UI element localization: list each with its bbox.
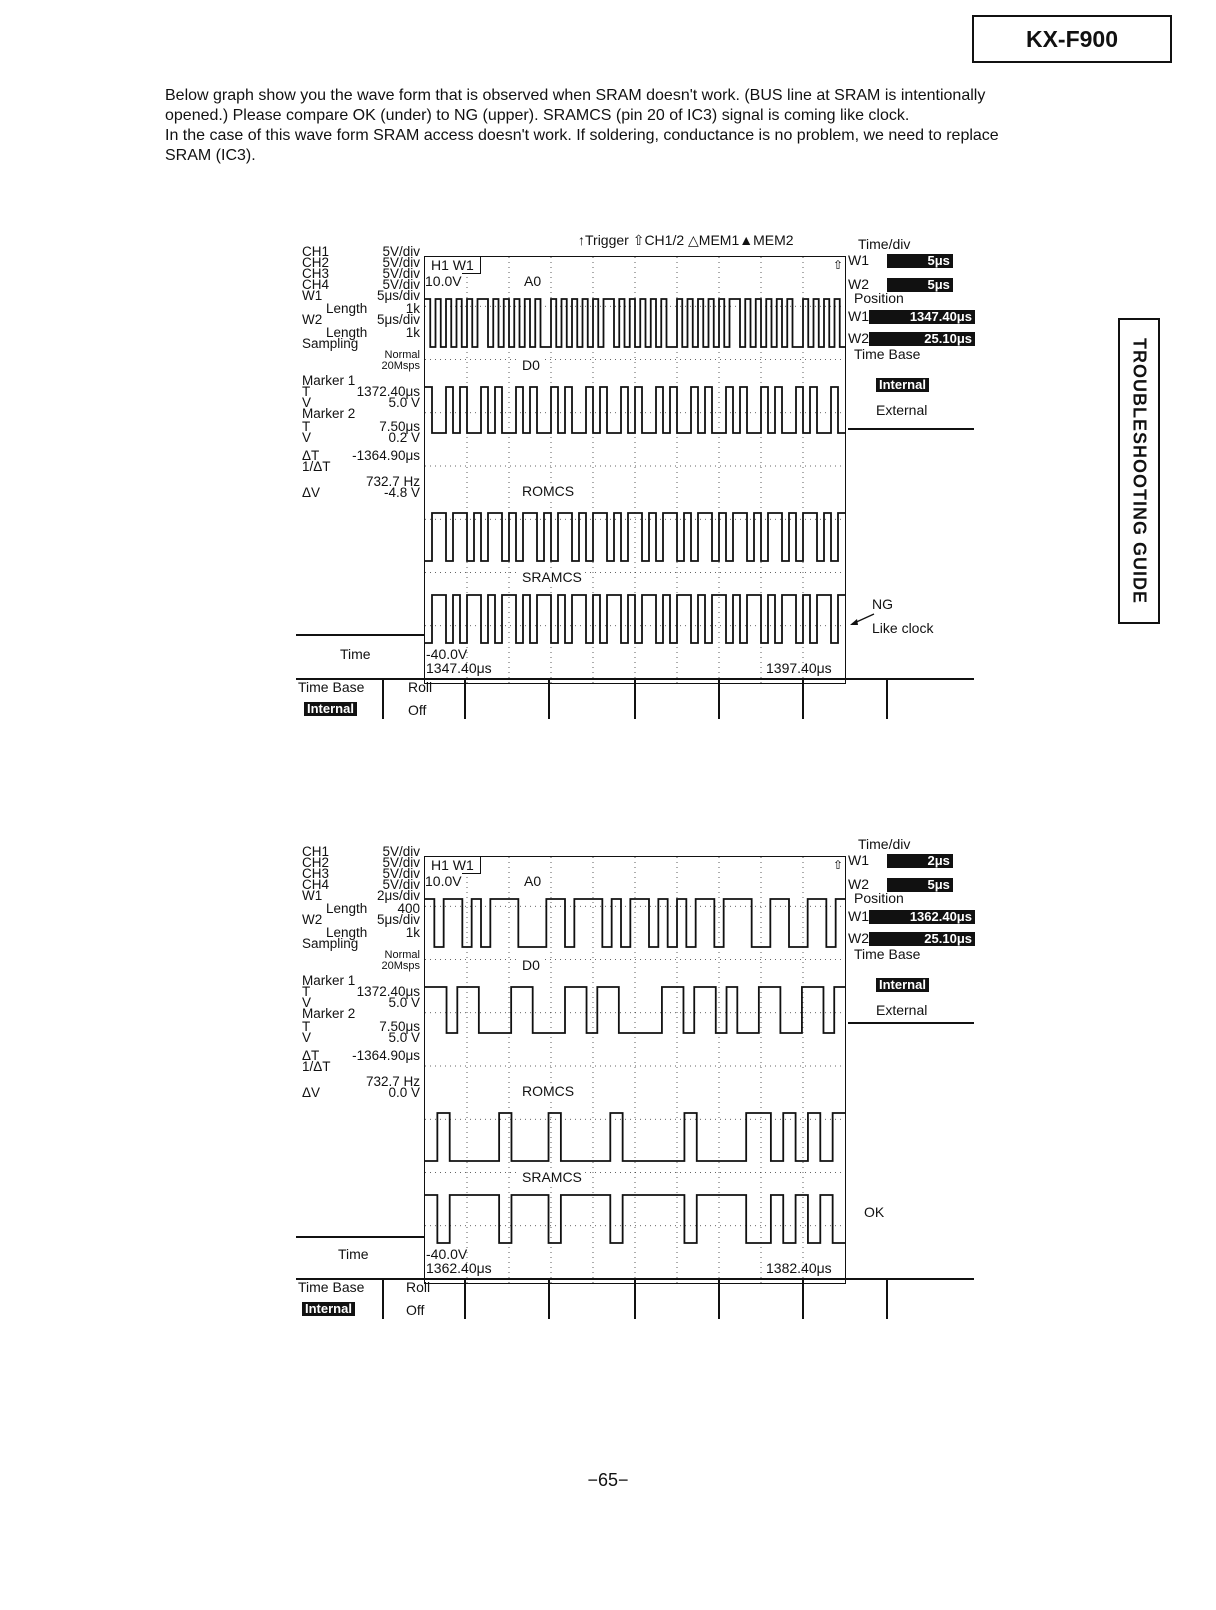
w1-pos-label: W1 — [848, 308, 869, 324]
scope-setting-value: 0.0 V — [388, 1085, 420, 1100]
w1-position-row — [848, 308, 975, 324]
divider — [382, 679, 384, 719]
w1-timediv-row — [848, 852, 953, 868]
trace-label: SRAMCS — [519, 569, 585, 585]
intro-text — [165, 86, 1115, 166]
w2-timediv-value: 5μs — [887, 278, 953, 292]
w2-pos-label: W2 — [848, 330, 869, 346]
scope-start-time: 1362.40μs — [426, 1260, 492, 1276]
model-number: KX-F900 — [1025, 25, 1119, 52]
scope-start-time: 1347.40μs — [426, 660, 492, 676]
scope-setting-value: Normal — [384, 349, 420, 361]
scope-screen — [424, 256, 846, 684]
bottom-timebase-label: Time Base — [298, 679, 365, 695]
scope-setting-key: Marker 1 — [302, 373, 356, 388]
scope-setting-key: T — [302, 419, 311, 434]
scope-setting-key: W1 — [302, 888, 323, 903]
timebase-label: Time Base — [854, 346, 921, 362]
divider — [886, 679, 888, 719]
scope-setting-key: CH3 — [302, 866, 330, 881]
scope-setting-key: Length — [326, 301, 368, 316]
scope-setting-key: T — [302, 984, 311, 999]
w1-timediv-value: 2μs — [887, 854, 953, 868]
w2-label: W2 — [848, 276, 869, 292]
scope-setting-row — [302, 1087, 420, 1099]
scope-setting-key: W1 — [302, 288, 323, 303]
divider — [296, 634, 424, 636]
scope-setting-value: -1364.90μs — [352, 448, 420, 463]
trace-label: A0 — [521, 273, 544, 289]
scope-setting-key: ΔV — [302, 485, 321, 500]
scope-time-label: Time — [338, 1246, 369, 1262]
section-side-tab-label: TROUBLESHOOTING GUIDE — [1129, 337, 1150, 604]
top-volt-label: 10.0V — [425, 873, 462, 889]
scope-setting-value: 5V/div — [382, 877, 420, 892]
scope-setting-value: 1372.40μs — [356, 384, 420, 399]
external-row — [848, 402, 927, 418]
scope-setting-value: 1k — [405, 325, 420, 340]
scope-capture-ok — [296, 838, 996, 1328]
annotation-status: NG — [872, 596, 893, 612]
scope-setting-key: CH3 — [302, 266, 330, 281]
internal-badge: Internal — [302, 1302, 355, 1316]
scope-setting-value: 1k — [405, 301, 420, 316]
internal-badge: Internal — [304, 702, 357, 716]
scope-setting-value: 0.2 V — [388, 430, 420, 445]
scope-capture-ng — [296, 232, 996, 722]
scope-setting-value: -4.8 V — [383, 485, 420, 500]
scope-trigger-header: ↑Trigger ⇧CH1/2 △MEM1▲MEM2 — [578, 232, 794, 248]
trace-label: ROMCS — [519, 1083, 577, 1099]
internal-row — [848, 976, 929, 992]
scope-setting-value: 7.50μs — [379, 419, 420, 434]
scope-setting-row — [302, 1061, 420, 1073]
divider — [548, 1279, 550, 1319]
page-number: −65− — [587, 1470, 629, 1490]
scope-setting-value: 5.0 V — [388, 1030, 420, 1045]
scope-setting-value: 5V/div — [382, 277, 420, 292]
timebase-row — [848, 946, 920, 962]
scope-setting-key: Length — [326, 901, 368, 916]
timebase-label: Time Base — [854, 946, 921, 962]
divider — [802, 1279, 804, 1319]
waveform-trace-sramcs — [425, 595, 845, 643]
scope-end-time: 1382.40μs — [766, 1260, 832, 1276]
divider — [886, 1279, 888, 1319]
trace-label: D0 — [519, 957, 543, 973]
divider — [464, 1279, 466, 1319]
intro-line: opened.) Please compare OK (under) to NG (upper). SRAMCS (pin 20 of IC3) signal is coming like clock. — [165, 107, 910, 124]
scope-setting-key: Sampling — [302, 936, 359, 951]
scope-setting-row — [302, 960, 420, 972]
scope-setting-key: CH1 — [302, 244, 330, 259]
scope-setting-row — [302, 461, 420, 473]
divider — [464, 679, 466, 719]
scope-bottom-volt: -40.0V — [426, 646, 468, 662]
screen-header: H1 W1 — [429, 857, 481, 874]
scope-setting-value: 5V/div — [382, 266, 420, 281]
divider — [718, 679, 720, 719]
scope-setting-row — [302, 487, 420, 499]
scope-setting-key: T — [302, 1019, 311, 1034]
scope-setting-key: Marker 2 — [302, 406, 356, 421]
scope-setting-row — [302, 1032, 420, 1044]
top-volt-label: 10.0V — [425, 273, 462, 289]
divider — [548, 679, 550, 719]
w2-label: W2 — [848, 876, 869, 892]
scope-setting-value: -1364.90μs — [352, 1048, 420, 1063]
scope-setting-value: 5V/div — [382, 844, 420, 859]
screen-header: H1 W1 — [429, 257, 481, 274]
scope-setting-value: 5μs/div — [376, 312, 420, 327]
timebase-row — [848, 346, 920, 362]
waveform-plot — [425, 257, 845, 683]
divider — [296, 1236, 424, 1238]
annotation-note: Like clock — [872, 620, 934, 636]
w1-timediv-row — [848, 252, 953, 268]
internal-row — [848, 376, 929, 392]
scope-setting-key: W2 — [302, 912, 323, 927]
w1-position-row — [848, 908, 975, 924]
timediv-row — [848, 836, 910, 852]
divider — [382, 1279, 384, 1319]
scope-setting-key: Length — [326, 325, 368, 340]
scope-time-label: Time — [340, 646, 371, 662]
scope-setting-row — [302, 360, 420, 372]
scope-setting-key: T — [302, 384, 311, 399]
divider — [634, 679, 636, 719]
waveform-trace-d0 — [425, 387, 845, 433]
scope-setting-key: 1/ΔT — [302, 1059, 331, 1074]
position-row — [848, 890, 904, 906]
scope-setting-value: 732.7 Hz — [365, 474, 420, 489]
timebase-external-option: External — [876, 402, 928, 418]
scope-setting-key: ΔV — [302, 1085, 321, 1100]
trace-label: A0 — [521, 873, 544, 889]
scope-setting-key: CH2 — [302, 855, 330, 870]
scope-setting-value: 2μs/div — [376, 888, 420, 903]
scope-setting-key: CH4 — [302, 277, 330, 292]
off-label: Off — [408, 702, 427, 718]
scope-setting-value: 5.0 V — [388, 995, 420, 1010]
w2-position-value: 25.10μs — [869, 932, 975, 946]
scope-setting-key: 1/ΔT — [302, 459, 331, 474]
position-label: Position — [854, 890, 904, 906]
timebase-external-option: External — [876, 1002, 928, 1018]
scope-setting-value: 1k — [405, 925, 420, 940]
intro-line: SRAM (IC3). — [165, 147, 256, 164]
w1-position-value: 1347.40μs — [869, 310, 975, 324]
scope-setting-value: 5.0 V — [388, 395, 420, 410]
scope-setting-key: W2 — [302, 312, 323, 327]
w1-pos-label: W1 — [848, 908, 869, 924]
bottom-timebase-internal — [302, 1300, 355, 1316]
w2-position-value: 25.10μs — [869, 332, 975, 346]
trigger-marker-icon: ⇧ — [833, 858, 844, 872]
section-side-tab — [1118, 318, 1160, 624]
roll-label: Roll — [406, 1279, 431, 1295]
divider — [802, 679, 804, 719]
w2-position-row — [848, 930, 975, 946]
divider — [848, 1022, 974, 1024]
scope-setting-value: 400 — [397, 901, 420, 916]
scope-setting-key: V — [302, 430, 312, 445]
w2-position-row — [848, 330, 975, 346]
scope-setting-key: Marker 1 — [302, 973, 356, 988]
scope-setting-value: 5μs/div — [376, 288, 420, 303]
position-row — [848, 290, 904, 306]
w1-label: W1 — [848, 852, 869, 868]
scope-setting-value: 20Msps — [381, 360, 420, 372]
bottom-timebase-label: Time Base — [298, 1279, 365, 1295]
scope-setting-key: CH2 — [302, 255, 330, 270]
model-number-box — [972, 15, 1172, 63]
scope-setting-value: 5V/div — [382, 255, 420, 270]
scope-setting-key: Sampling — [302, 336, 359, 351]
timebase-internal-option: Internal — [876, 978, 929, 992]
annotation-status: OK — [864, 1204, 885, 1220]
scope-setting-key: Marker 2 — [302, 1006, 356, 1021]
scope-bottom-volt: -40.0V — [426, 1246, 468, 1262]
scope-setting-key: ΔT — [302, 1048, 320, 1063]
waveform-trace-d0 — [425, 987, 845, 1033]
intro-line: Below graph show you the wave form that is observed when SRAM doesn't work. (BUS line at SRAM is intentionally — [165, 87, 986, 104]
scope-setting-value: 5V/div — [382, 866, 420, 881]
scope-screen — [424, 856, 846, 1284]
trace-label: SRAMCS — [519, 1169, 585, 1185]
roll-label: Roll — [408, 679, 433, 695]
w2-timediv-value: 5μs — [887, 878, 953, 892]
scope-setting-value: 5V/div — [382, 855, 420, 870]
timediv-label: Time/div — [858, 836, 911, 852]
timediv-row — [848, 236, 910, 252]
divider — [848, 428, 974, 430]
timebase-internal-option: Internal — [876, 378, 929, 392]
scope-setting-value: 5V/div — [382, 244, 420, 259]
bottom-timebase-internal — [304, 700, 357, 716]
w1-position-value: 1362.40μs — [869, 910, 975, 924]
scope-setting-key: V — [302, 395, 312, 410]
scope-setting-row — [302, 432, 420, 444]
trigger-marker-icon: ⇧ — [833, 258, 844, 272]
scope-end-time: 1397.40μs — [766, 660, 832, 676]
scope-setting-value: 7.50μs — [379, 1019, 420, 1034]
w1-label: W1 — [848, 252, 869, 268]
scope-setting-key: ΔT — [302, 448, 320, 463]
external-row — [848, 1002, 927, 1018]
scope-setting-value: 1372.40μs — [356, 984, 420, 999]
scope-setting-key: Length — [326, 925, 368, 940]
w1-timediv-value: 5μs — [887, 254, 953, 268]
scope-setting-value: 20Msps — [381, 960, 420, 972]
off-label: Off — [406, 1302, 425, 1318]
scope-setting-key: CH1 — [302, 844, 330, 859]
position-label: Position — [854, 290, 904, 306]
scope-setting-value: 5μs/div — [376, 912, 420, 927]
scope-setting-value: 732.7 Hz — [365, 1074, 420, 1089]
w2-pos-label: W2 — [848, 930, 869, 946]
divider — [718, 1279, 720, 1319]
scope-setting-key: CH4 — [302, 877, 330, 892]
waveform-plot — [425, 857, 845, 1283]
intro-line: In the case of this wave form SRAM access doesn't work. If soldering, conductance is no problem, we need to replace — [165, 127, 999, 144]
divider — [634, 1279, 636, 1319]
scope-setting-key: V — [302, 995, 312, 1010]
scope-setting-value: Normal — [384, 949, 420, 961]
trace-label: D0 — [519, 357, 543, 373]
scope-setting-key: V — [302, 1030, 312, 1045]
timediv-label: Time/div — [858, 236, 911, 252]
trace-label: ROMCS — [519, 483, 577, 499]
waveform-trace-a0 — [425, 299, 845, 347]
